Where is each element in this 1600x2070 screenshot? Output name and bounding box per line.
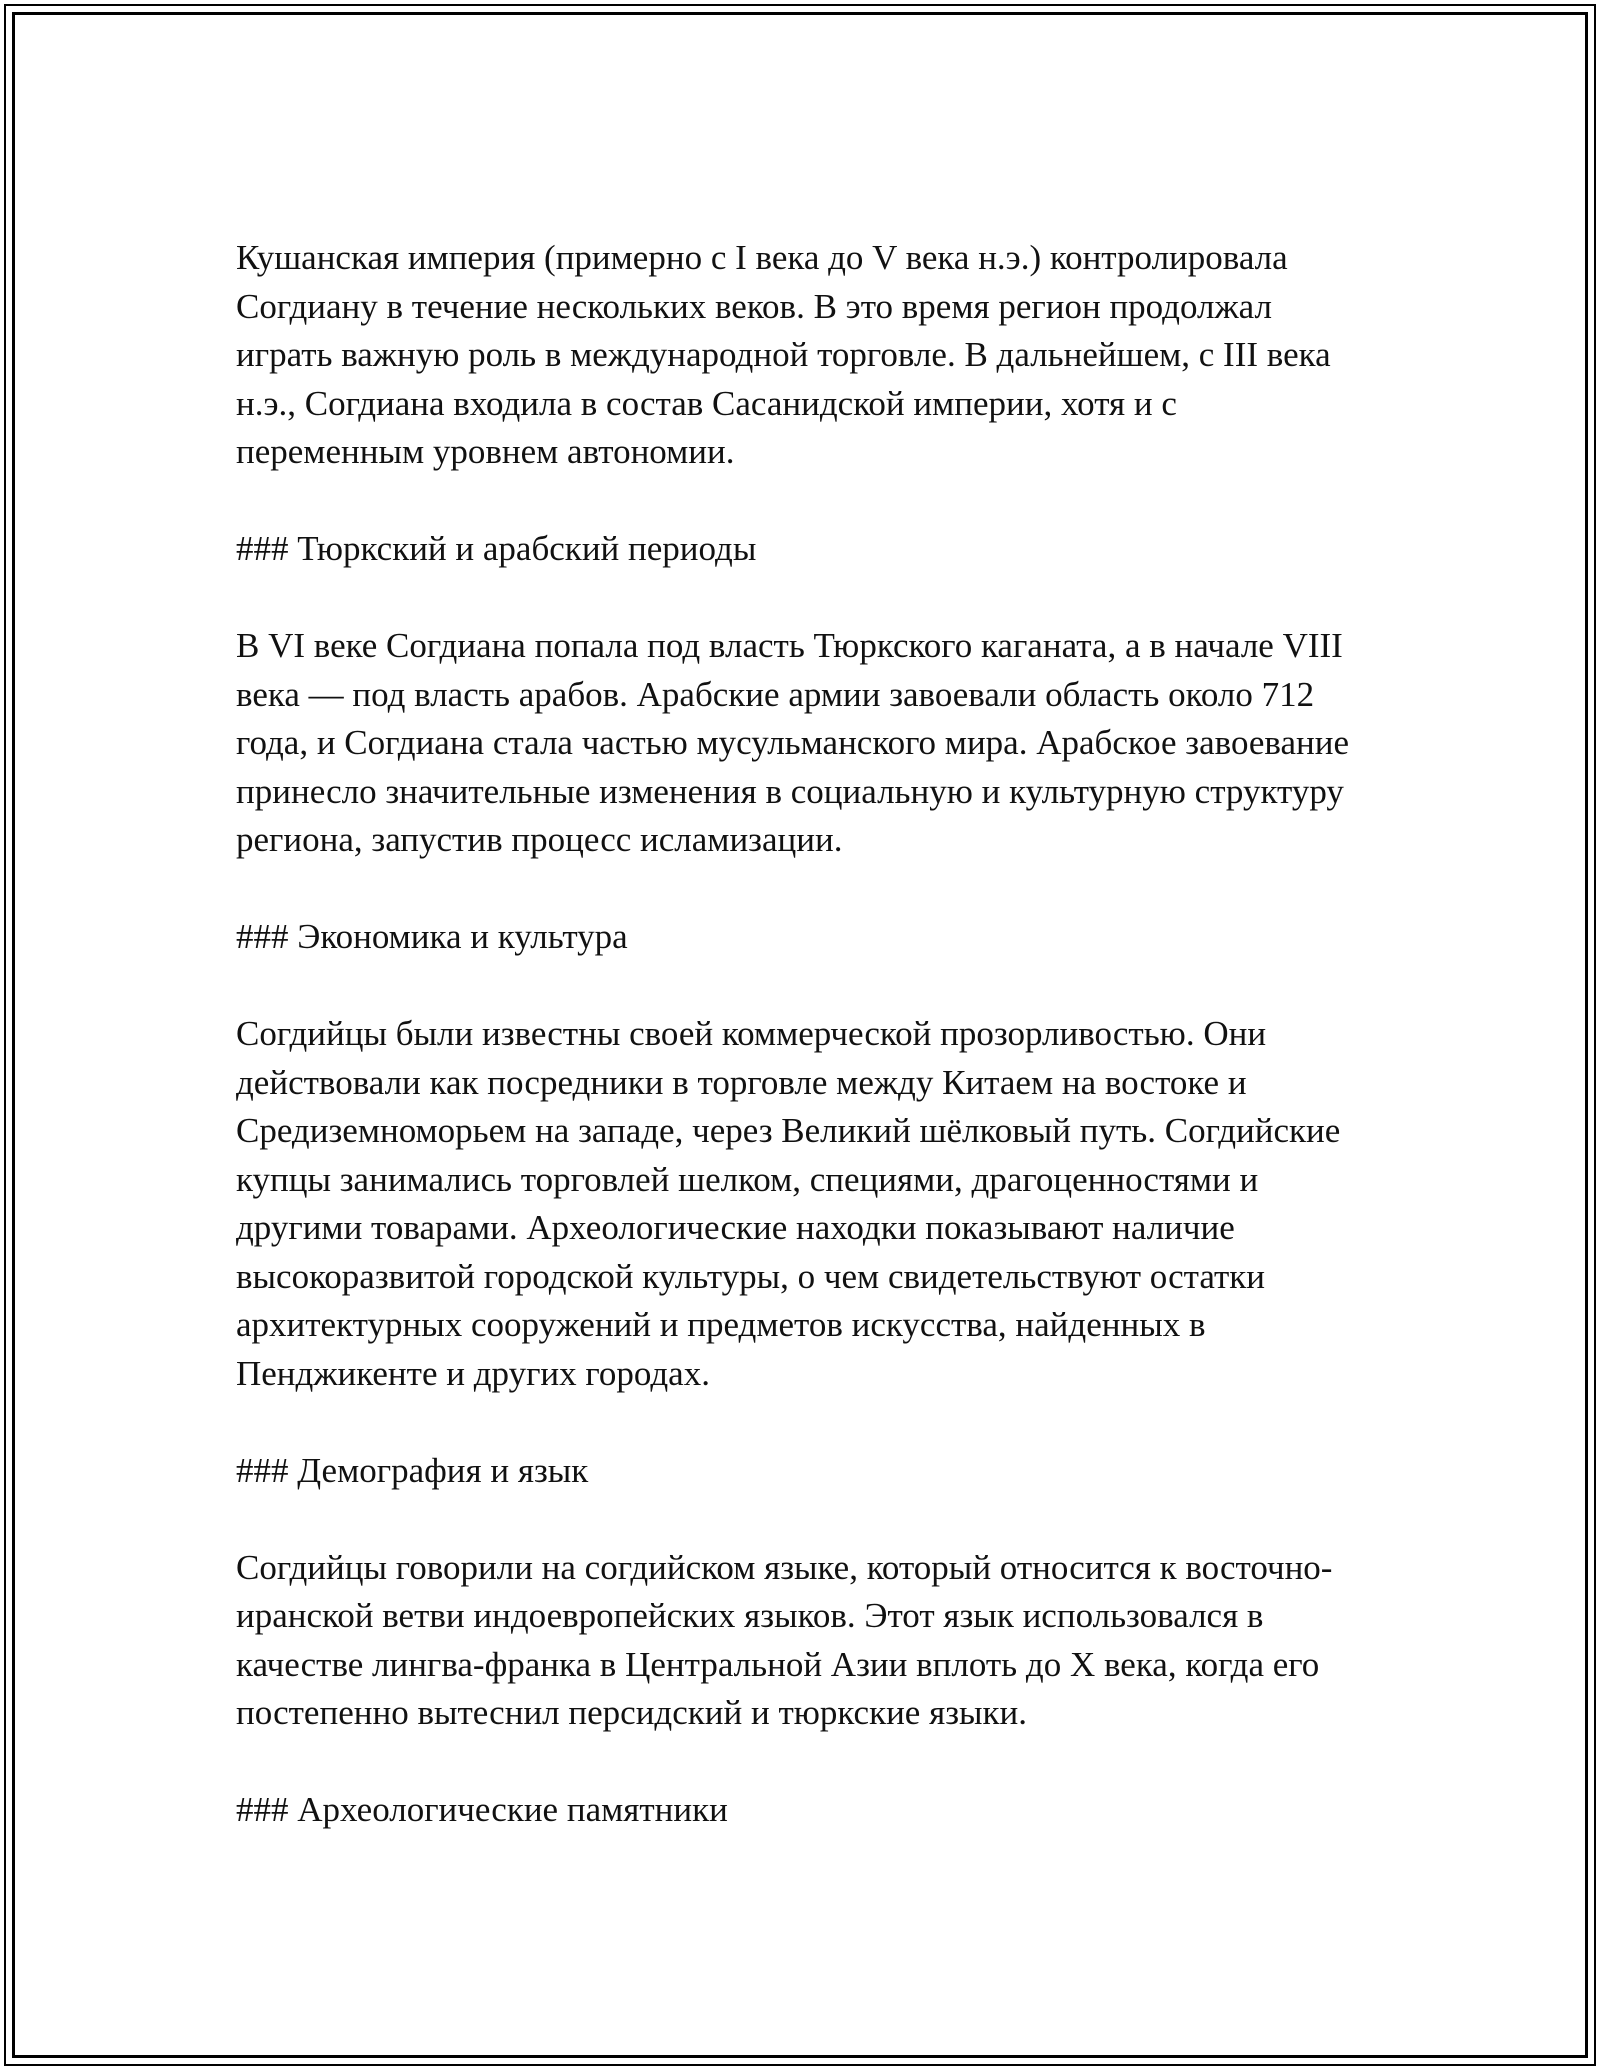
heading-demography-language: ### Демография и язык xyxy=(236,1450,589,1490)
paragraph-sogdian-trade: Согдийцы были известны своей коммерческой прозорливостью. Они действовали как посредники в торговле между Китаем на востоке и Средиземноморьем на западе, через Великий шёлковый путь. Согдийские купцы занимались торговлей шелком, специями, драгоценностями и другими товарами. Археологические находки показывают наличие высокоразвитой городской культуры, о чем свидетельствуют остатки архитектурных сооружений и предметов искусства, найденных в Пенджикенте и других городах. xyxy=(236,1014,1341,1393)
heading-archaeological-monuments: ### Археологические памятники xyxy=(236,1790,728,1829)
heading-turkic-arab-periods: ### Тюркский и арабский периоды xyxy=(236,529,757,568)
heading-economy-culture: ### Экономика и культура xyxy=(236,917,628,956)
paragraph-arab-conquest: В VI веке Согдиана попала под власть Тюркского каганата, а в начале VIII века — под власть арабов. Арабские армии завоевали область около 712 года, и Согдиана стала частью мусульманского мира. Арабское завоевание принесло значительные изменения в социальную и культурную структуру региона, запустив процесс исламизации. xyxy=(236,626,1350,859)
paragraph-kushan-empire: Кушанская империя (примерно с I века до V века н.э.) контролировала Согдиану в течение нескольких веков. В это время регион продолжал играть важную роль в международной торговле. В дальнейшем, с III века н.э., Согдиана входила в состав Сасанидской империи, хотя и с переменным уровнем автономии. xyxy=(236,238,1331,471)
document-body xyxy=(236,234,1366,1883)
paragraph-sogdian-language: Согдийцы говорили на согдийском языке, который относится к восточно-иранской ветви индоевропейских языков. Этот язык использовался в качестве лингва-франка в Центральной Азии вплоть до X века, когда его постепенно вытеснил персидский и тюркские языки. xyxy=(236,1547,1333,1732)
